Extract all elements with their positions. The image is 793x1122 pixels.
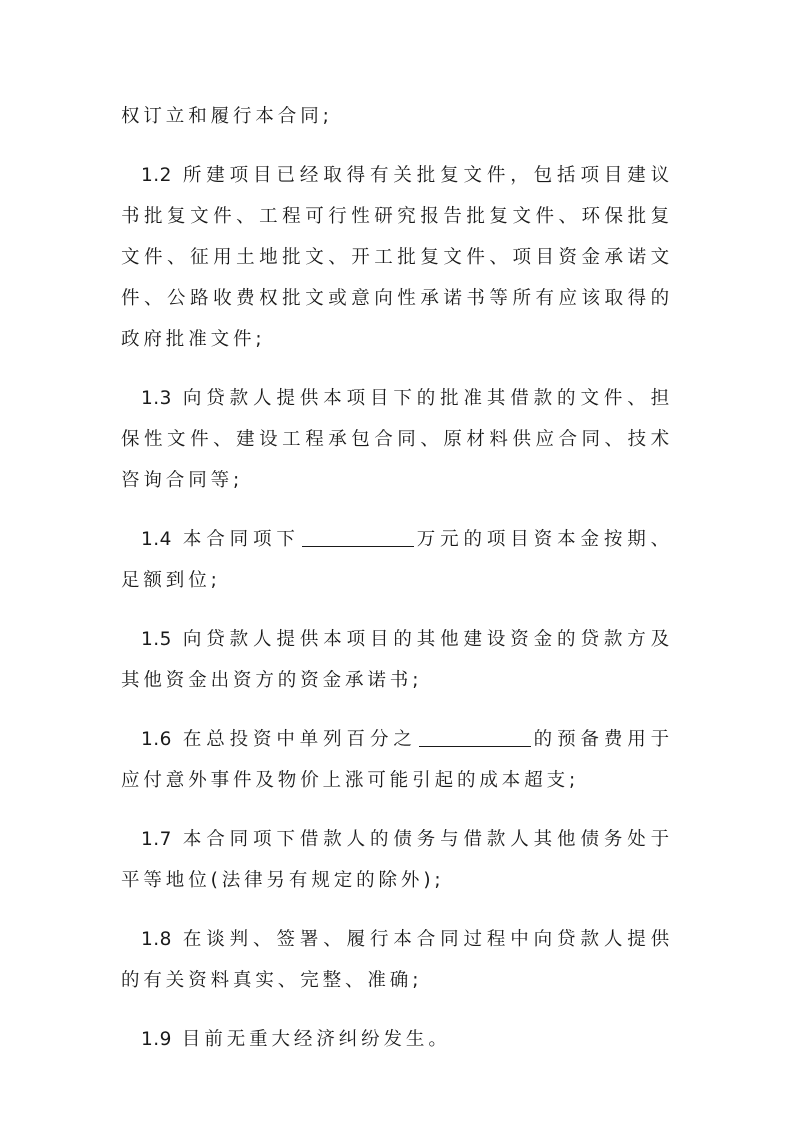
clause-number: 1.5 xyxy=(141,629,172,650)
clause-text: 向贷款人提供本项目下的批准其借款的文件、担保性文件、建设工程承包合同、原材料供应合同、技术咨询合同等; xyxy=(121,388,673,491)
clause-number: 1.8 xyxy=(141,929,172,950)
clause-number: 1.9 xyxy=(141,1029,172,1050)
clause-text-before-blank: 在总投资中单列百分之 xyxy=(181,729,417,750)
clause-number: 1.4 xyxy=(141,529,172,550)
clause-1-3 xyxy=(121,378,673,501)
clause-1-8 xyxy=(121,919,673,1001)
clause-text-after-blank: 的预备费用于应付意外事件及物价上涨可能引起的成本超支; xyxy=(121,729,673,791)
clause-text: 目前无重大经济纠纷发生。 xyxy=(181,1029,451,1050)
clause-1-7 xyxy=(121,819,673,901)
clause-text: 所建项目已经取得有关批复文件，包括项目建议书批复文件、工程可行性研究报告批复文件、环保批复文件、征用土地批文、开工批复文件、项目资金承诺文件、公路收费权批文或意向性承诺书等所有应该取得的政府批准文件; xyxy=(121,165,673,350)
clause-number: 1.6 xyxy=(141,729,172,750)
clause-text: 在谈判、签署、履行本合同过程中向贷款人提供的有关资料真实、完整、准确; xyxy=(121,929,673,991)
clause-1-4 xyxy=(121,519,673,601)
document-body xyxy=(121,96,673,1078)
clause-1-9 xyxy=(121,1019,673,1060)
clause-text: 向贷款人提供本项目的其他建设资金的贷款方及其他资金出资方的资金承诺书; xyxy=(121,629,673,691)
clause-text-after-blank: 万元的项目资本金按期、足额到位; xyxy=(121,529,673,591)
clause-text-before-blank: 本合同项下 xyxy=(181,529,300,550)
paragraph-text: 权订立和履行本合同; xyxy=(121,106,333,127)
clause-number: 1.3 xyxy=(141,388,172,409)
clause-1-5 xyxy=(121,619,673,701)
clause-1-6 xyxy=(121,719,673,801)
clause-number: 1.7 xyxy=(141,829,172,850)
clause-text: 本合同项下借款人的债务与借款人其他债务处于平等地位(法律另有规定的除外); xyxy=(121,829,673,891)
fill-in-blank-amount xyxy=(302,524,414,547)
paragraph-continuation xyxy=(121,96,673,137)
clause-number: 1.2 xyxy=(141,165,172,186)
clause-1-2 xyxy=(121,155,673,360)
fill-in-blank-percentage xyxy=(419,724,531,747)
